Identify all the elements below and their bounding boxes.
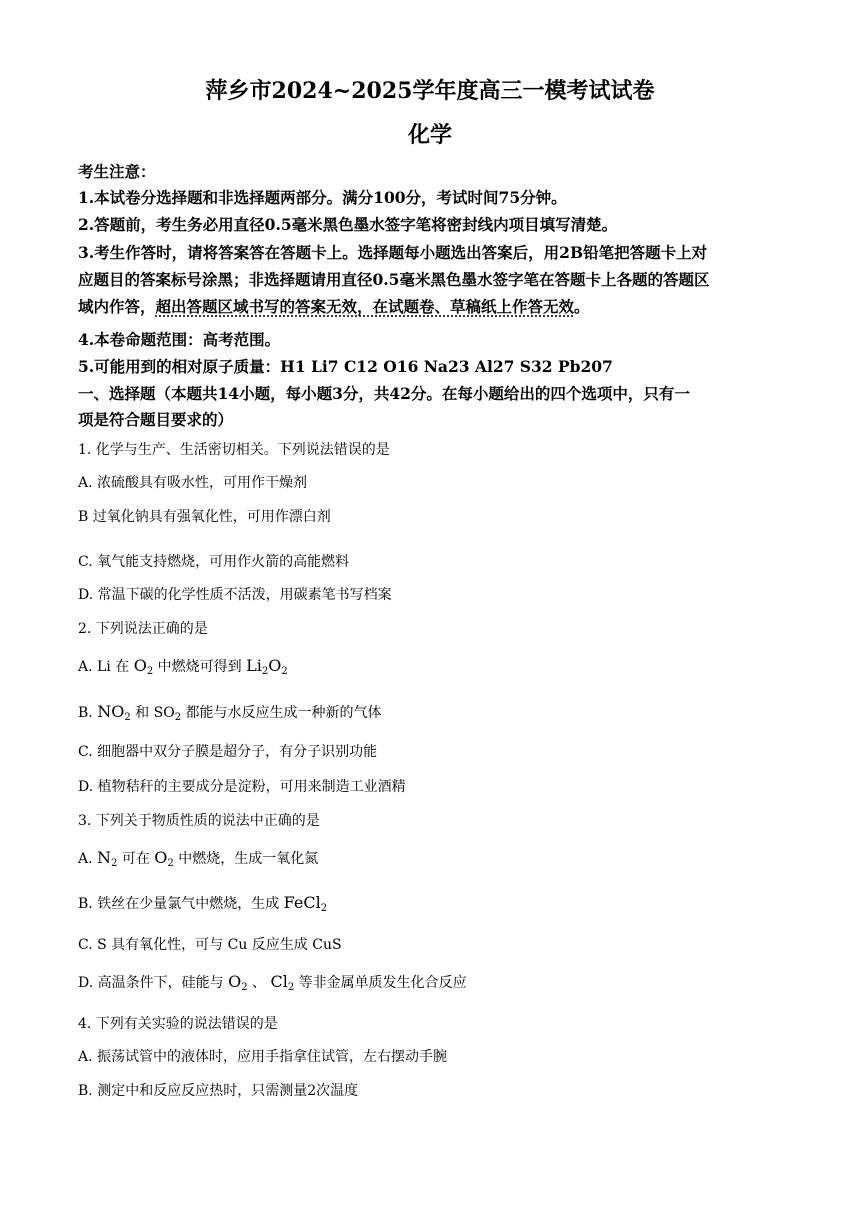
text: 等非金属单质发生化合反应 (294, 975, 467, 991)
notice-item-3-cont: 应题目的答案标号涂黑；非选择题请用直径0.5毫米黑色墨水签字笔在答题卡上各题的答题区 (78, 270, 710, 289)
q1-option-b: B 过氧化钠具有强氧化性，可用作漂白剂 (78, 509, 331, 525)
notice-item-4: 4.本卷命题范围：高考范围。 (78, 330, 281, 349)
formula-li2o2 (246, 656, 288, 675)
subscript: 2 (320, 903, 328, 914)
formula-fecl2 (284, 893, 327, 912)
formula-n2 (97, 848, 117, 867)
text: 中燃烧可得到 (153, 659, 247, 675)
subscript: 2 (167, 858, 174, 869)
q3-option-c: C. S 具有氧化性，可与 Cu 反应生成 CuS (78, 937, 342, 953)
notice-text: 域内作答， (78, 297, 156, 316)
text: B. 铁丝在少量氯气中燃烧，生成 (78, 896, 284, 912)
subscript: 2 (261, 666, 269, 677)
text: O (268, 656, 282, 675)
notice-item-5: 5.可能用到的相对原子质量：H1 Li7 C12 O16 Na23 Al27 S32 Pb207 (78, 357, 613, 376)
text: 、 (247, 975, 271, 991)
text: O (133, 656, 147, 675)
notice-item-1: 1.本试卷分选择题和非选择题两部分。满分100分，考试时间75分钟。 (78, 188, 567, 207)
formula-o2 (228, 972, 248, 991)
q4-option-b: B. 测定中和反应反应热时，只需测量2次温度 (78, 1083, 359, 1099)
subject-title: 化学 (407, 122, 452, 148)
q2-option-d: D. 植物秸秆的主要成分是淀粉，可用来制造工业酒精 (78, 779, 406, 795)
q1-option-d: D. 常温下碳的化学性质不活泼，用碳素笔书写档案 (78, 587, 392, 603)
exam-title: 萍乡市2024~2025学年度高三一模考试试卷 (205, 78, 655, 104)
q2-option-b (78, 702, 788, 723)
text: 中燃烧，生成一氧化氮 (173, 851, 319, 867)
q1-option-a: A. 浓硫酸具有吸水性，可用作干燥剂 (78, 475, 308, 491)
text: D. 高温条件下，硅能与 (78, 975, 229, 991)
text: Li (246, 656, 262, 675)
subscript: 2 (174, 712, 182, 723)
text: NO (97, 702, 125, 721)
section-heading-cont: 项是符合题目要求的） (78, 410, 234, 429)
subscript: 2 (124, 712, 131, 723)
q3-stem: 3. 下列关于物质性质的说法中正确的是 (78, 813, 320, 829)
q2-stem: 2. 下列说法正确的是 (78, 621, 208, 637)
text: N (97, 848, 112, 867)
notice-item-3: 3.考生作答时，请将答案答在答题卡上。选择题每小题选出答案后，用2B铅笔把答题卡上对 (78, 243, 708, 262)
notice-period: 。 (574, 297, 590, 316)
text: O (228, 972, 242, 991)
text: SO (153, 705, 175, 721)
text: 可在 (117, 851, 155, 867)
text: Cl (270, 972, 288, 991)
q2-option-c: C. 细胞器中双分子膜是超分子，有分子识别功能 (78, 744, 378, 760)
notice-heading: 考生注意： (78, 162, 156, 181)
text: A. (78, 851, 98, 867)
formula-so2 (154, 705, 181, 721)
subscript: 2 (241, 982, 248, 993)
q2-option-a (78, 656, 788, 677)
q4-option-a: A. 振荡试管中的液体时，应用手指拿住试管，左右摆动手腕 (78, 1049, 448, 1065)
q4-stem: 4. 下列有关实验的说法错误的是 (78, 1016, 278, 1032)
text: O (154, 848, 168, 867)
formula-no2 (97, 702, 131, 721)
text: B. (78, 705, 98, 721)
section-heading: 一、选择题（本题共14小题，每小题3分，共42分。在每小题给出的四个选项中，只有一 (78, 384, 690, 403)
text: A. Li 在 (78, 659, 134, 675)
text: FeCl (283, 893, 321, 912)
notice-item-3-end (78, 295, 788, 317)
subscript: 2 (281, 666, 288, 677)
q3-option-a (78, 848, 788, 869)
q3-option-d (78, 972, 788, 993)
formula-o2 (154, 848, 174, 867)
notice-item-2: 2.答题前，考生务必用直径0.5毫米黑色墨水签字笔将密封线内项目填写清楚。 (78, 215, 618, 234)
subscript: 2 (287, 982, 295, 993)
formula-o2 (134, 656, 154, 675)
q3-option-b (78, 893, 788, 914)
q1-option-c: C. 氧气能支持燃烧，可用作火箭的高能燃料 (78, 554, 350, 570)
text: 都能与水反应生成一种新的气体 (181, 705, 382, 721)
formula-cl2 (270, 972, 294, 991)
notice-emphasis: 超出答题区域书写的答案无效，在试题卷、草稿纸上作答无效 (155, 297, 575, 316)
subscript: 2 (111, 858, 118, 869)
text: 和 (130, 705, 154, 721)
q1-stem: 1. 化学与生产、生活密切相关。下列说法错误的是 (78, 442, 390, 458)
subscript: 2 (146, 666, 154, 677)
